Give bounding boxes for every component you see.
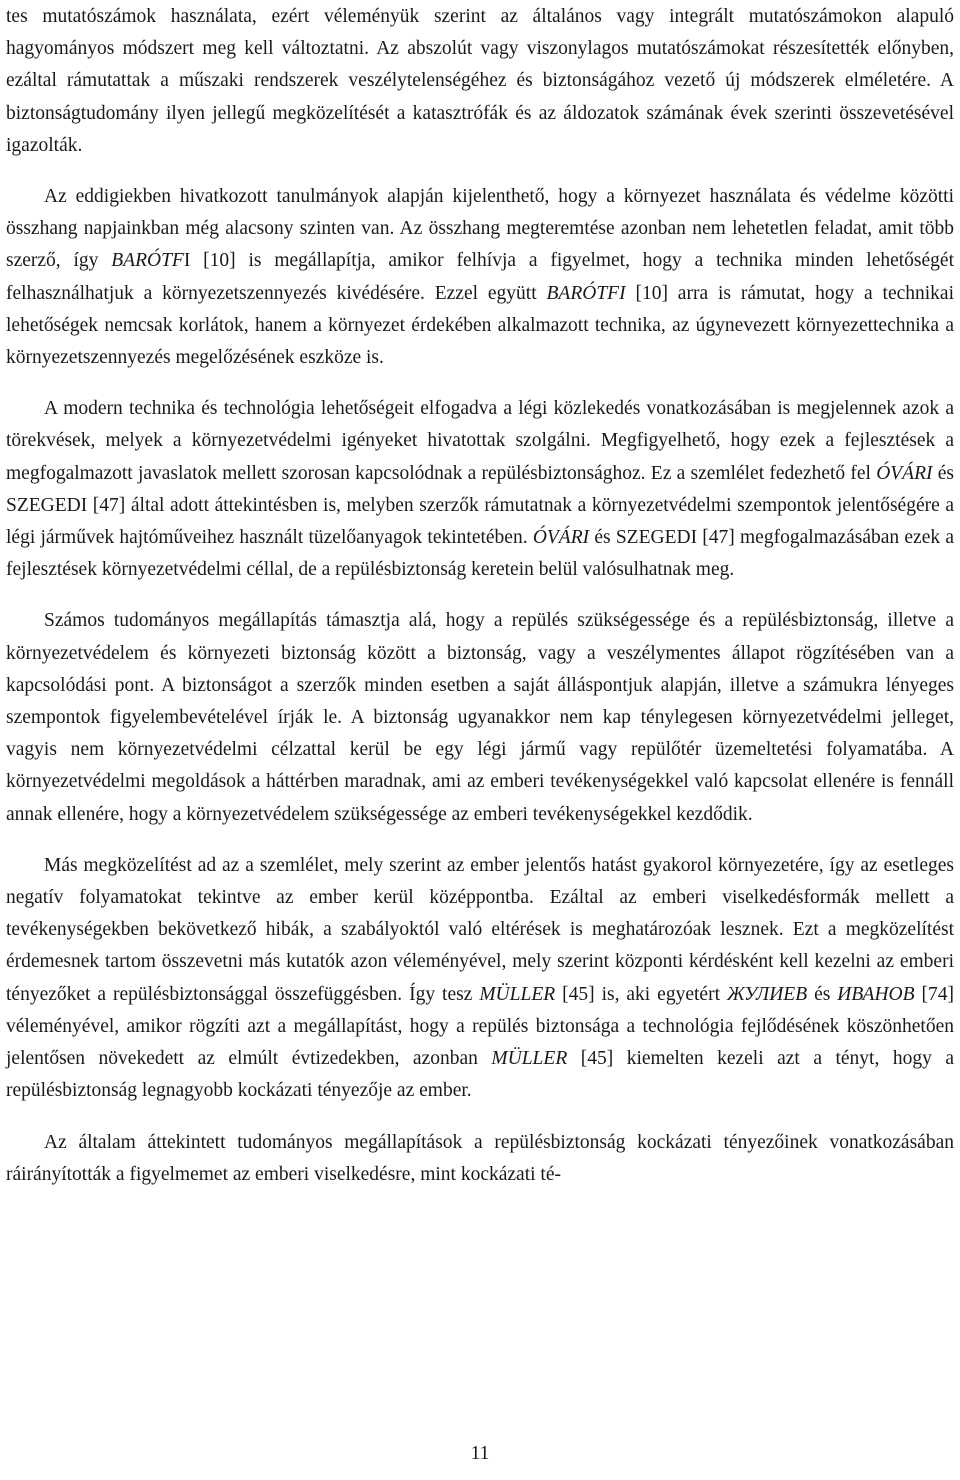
- text-run: I [10] is megállapítja, amikor felhívja a figyelmet, hogy a technika minden lehetőségét felhasználhatjuk a környezetszennyezés kivédésére. Ezzel együtt: [6, 250, 955, 304]
- text-run: A modern technika és technológia lehetőségeit elfogadva a légi közlekedés vonatkozásában is megjelennek azok a törekvések, melyek a környezetvédelmi igényeket hivatottak szolgálni. Megfigyelhető, hogy ezek a fejlesztések a megfogalmazott javaslatok mellett szorosan kapcsolódnak a repülésbiztonsághoz. Ez a szemlélet fedezhető fel: [6, 398, 954, 484]
- text-run: tes mutatószámok használata, ezért véleményük szerint az általános vagy integrált mutatószámokon alapuló hagyományos módszert meg kell változtatni. Az abszolút vagy viszonylagos mutatószámokat részesítették előnyben, ezáltal rámutattak a műszaki rendszerek veszélytelenségéhez és biztonságához vezető új módszerek elméletére. A biztonságtudomány ilyen jellegű megközelítését a katasztrófák és az áldozatok számának évek szerinti összevetésével igazolták.: [6, 6, 954, 156]
- text-run: [10] arra is rámutat, hogy a technikai lehetőségek nemcsak korlátok, hanem a környezet érdekében alkalmazott technika, az úgynevezett környezettechnika a környezetszennyezés megelőzésének eszköze is.: [6, 282, 954, 369]
- text-run: és: [807, 983, 838, 1005]
- paragraph: [6, 850, 954, 1108]
- body-text: [6, 1, 954, 1191]
- text-run: és SZEGEDI [47] által adott áttekintésben is, melyben szerzők rámutatnak a környezetvédelmi szempontok jelentőségére a légi járművek hajtóműveihez használt tüzelőanyagok tekintetében.: [6, 462, 954, 549]
- paragraph: [6, 605, 954, 830]
- author-name: MÜLLER: [479, 983, 556, 1005]
- text-run: Az általam áttekintett tudományos megállapítások a repülésbiztonság kockázati tényezőinek vonatkozásában ráirányították a figyelmemet az emberi viselkedésre, mint kockázati té-: [6, 1131, 954, 1185]
- author-name: BARÓTFI: [546, 282, 626, 304]
- author-name: ÓVÁRI: [532, 527, 590, 549]
- paragraph: [6, 1127, 954, 1191]
- paragraph: [6, 1, 954, 162]
- author-name: ÓVÁRI: [876, 462, 933, 484]
- text-run: [45] kiemelten kezeli azt a tényt, hogy a repülésbiztonság legnagyobb kockázati tényezője az ember.: [6, 1048, 954, 1102]
- page-number: 11: [470, 1443, 490, 1464]
- author-name: MÜLLER: [491, 1048, 568, 1070]
- text-run: [45] is, aki egyetért: [555, 983, 727, 1005]
- text-run: Az eddigiekben hivatkozott tanulmányok alapján kijelenthető, hogy a környezet használata és védelme közötti összhang napjainkban még alacsony szinten van. Az összhang megteremtése azonban nem lehetetlen feladat, amit több szerző, így: [6, 186, 954, 272]
- text-run: Más megközelítést ad az a szemlélet, mely szerint az ember jelentős hatást gyakorol környezetére, így az esetleges negatív folyamatokat tekintve az ember kerül középpontba. Ezáltal az emberi viselkedésformák mellett a tevékenységekben bekövetkező hibák, a szabályoktól való eltérések is meghatározóak lesznek. Ezt a megközelítést érdemesnek tartom összevetni más kutatók azon véleményével, mely szerint központi kérdésként kell kezelni az emberi tényezőket a repülésbiztonsággal összefüggésben. Így tesz: [6, 854, 954, 1005]
- paragraph: [6, 393, 954, 586]
- author-name: ЖУЛИЕВ: [726, 983, 808, 1005]
- text-run: Számos tudományos megállapítás támasztja alá, hogy a repülés szükségessége és a repülésbiztonság, illetve a környezetvédelem és környezeti biztonság között a biztonság, vagy a veszélymentes állapot rögzítésében van a kapcsolódási pont. A biztonságot a szerzők minden esetben a saját álláspontjuk alapján, illetve a számukra lényeges szempontok figyelembevételével írják le. A biztonság ugyanakkor nem kap ténylegesen környezetvédelmi jelleget, vagyis nem környezetvédelmi célzattal kerül be egy légi jármű vagy repülőtér üzemeltetési folyamatába. A környezetvédelmi megoldások a háttérben maradnak, ami az emberi tevékenységekkel való kapcsolat ellenére is fennáll annak ellenére, hogy a környezetvédelem szükségessége az emberi tevékenységekkel kezdődik.: [6, 610, 954, 825]
- text-run: és SZEGEDI [47] megfogalmazásában ezek a fejlesztések környezetvédelmi céllal, de a repülésbiztonság keretein belül valósulhatnak meg.: [6, 527, 955, 581]
- paragraph: [6, 181, 954, 374]
- author-name: ИВАНОВ: [837, 983, 915, 1005]
- text-run: [74] véleményével, amikor rögzíti azt a megállapítást, hogy a repülés biztonsága a technológia fejlődésének köszönhetően jelentősen növekedett az elmúlt évtizedekben, azonban: [6, 983, 954, 1070]
- document-page: [6, 0, 954, 1480]
- author-name: BARÓTF: [111, 250, 184, 272]
